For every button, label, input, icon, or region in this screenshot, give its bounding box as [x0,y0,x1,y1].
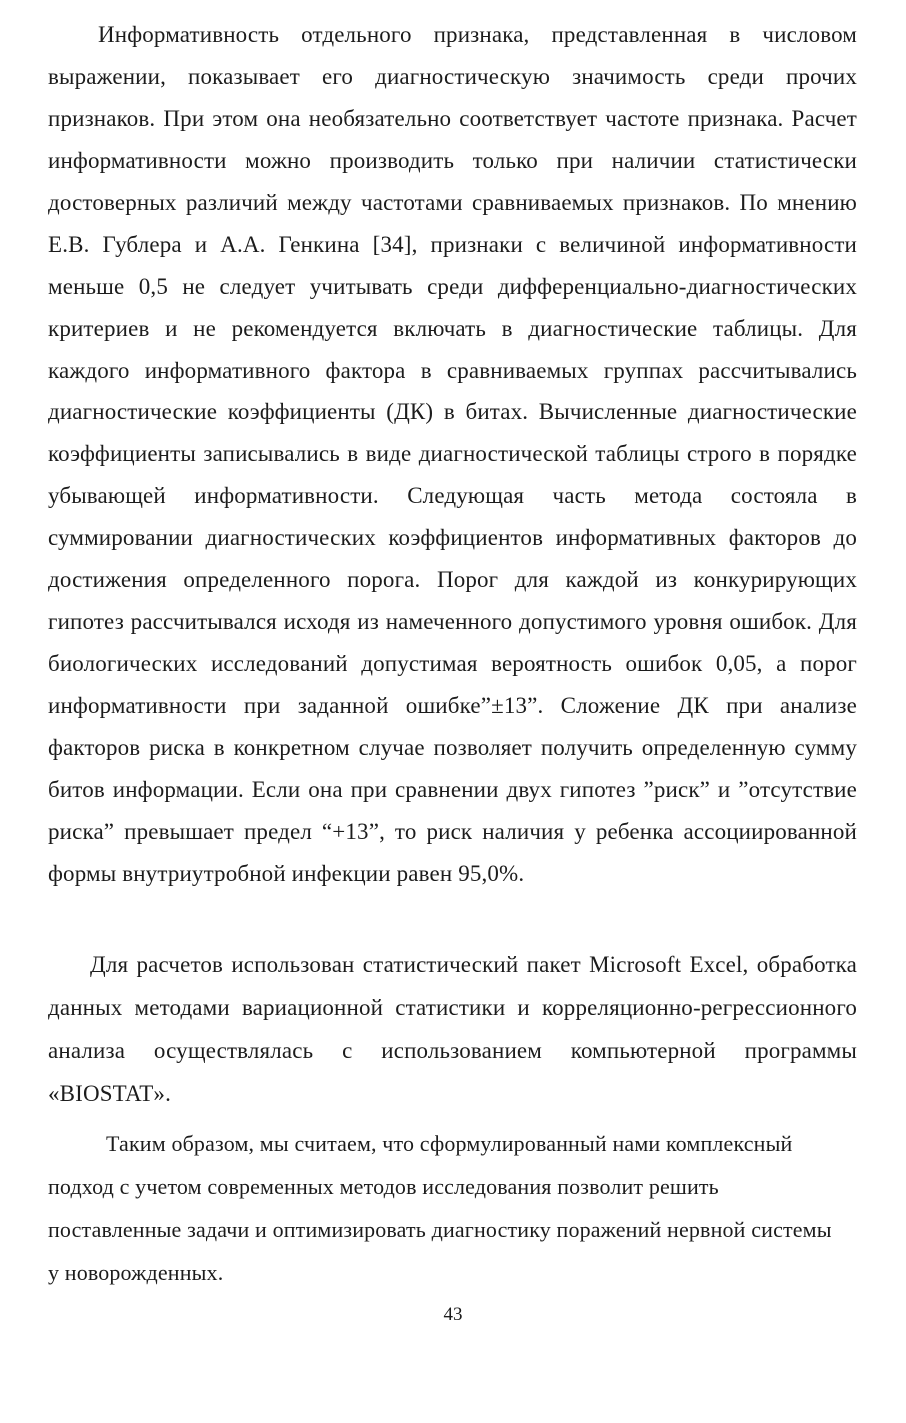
paragraph-statistics-software: Для расчетов использован статистический пакет Microsoft Excel, обработка данных методами вариационной статистики и корреляционно-регрессионного анализа осуществлялась с использованием компьютерной программы «BIOSTAT». [48,952,857,1106]
paragraph-informativeness: Информативность отдельного признака, представленная в числовом выражении, показывает его диагностическую значимость среди прочих признаков. При этом она необязательно соответствует частоте признака. Расчет информативности можно производить только при наличии статистически достоверных различий между частотами сравниваемых признаков. По мнению Е.В. Гублера и А.А. Генкина [34], признаки с величиной информативности меньше 0,5 не следует учитывать среди дифференциально-диагностических критериев и не рекомендуется включать в диагностические таблицы. Для каждого информативного фактора в сравниваемых группах рассчитывались диагностические коэффициенты (ДК) в битах. Вычисленные диагностические коэффициенты записывались в виде диагностической таблицы строго в порядке убывающей информативности. Следующая часть метода состояла в суммировании диагностических коэффициентов информативных факторов до достижения определенного порога. Порог для каждой из конкурирующих гипотез рассчитывался исходя из намеченного допустимого уровня ошибок. Для биологических исследований допустимая вероятность ошибок 0,05, а порог информативности при заданной ошибке”±13”. Сложение ДК при анализе факторов риска в конкретном случае позволяет получить определенную сумму битов информации. Если она при сравнении двух гипотез ”риск” и ”отсутствие риска” превышает предел “+13”, то риск наличия у ребенка ассоциированной формы внутриутробной инфекции равен 95,0%. [48,22,857,886]
paragraph-conclusion: Таким образом, мы считаем, что сформулированный нами комплексный подход с учетом современных методов исследования позволит решить поставленные задачи и оптимизировать диагностику поражений нервной системы у новорожденных. [48,1131,832,1285]
page-number: 43 [443,1304,463,1325]
